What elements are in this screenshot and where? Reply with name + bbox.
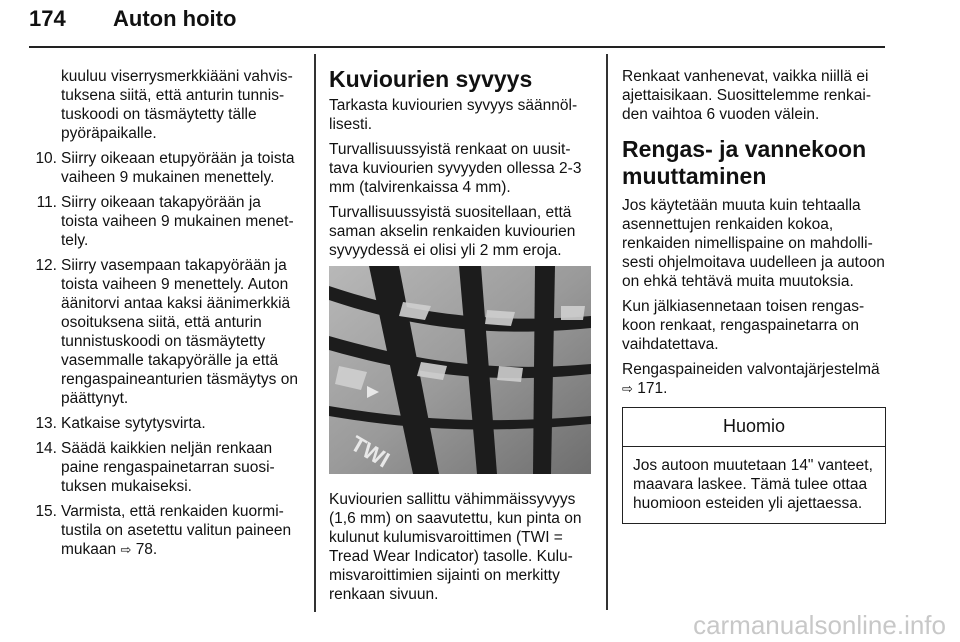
column-divider-1	[314, 54, 316, 612]
watermark: carmanualsonline.info	[693, 610, 946, 640]
paragraph: Kun jälkiasennetaan toisen rengaskoon renkaat, rengaspainetarra on vaihdatettava.	[622, 298, 865, 353]
note-title: Huomio	[623, 408, 885, 447]
column-2	[329, 66, 593, 610]
twi-label: TWI	[346, 430, 394, 473]
paragraph: Rengaspaineiden valvontajärjestelmä ⇨ 171.	[622, 361, 880, 397]
step-10: 10. Siirry oikeaan etupyörään ja toista vaiheen 9 mukainen menettely.	[35, 150, 295, 186]
paragraph: Jos käytetään muuta kuin tehtaalla asennettujen renkaiden kokoa, renkaiden nimellispaine on mahdollisesti ohjelmoitava uudelleen ja autoon on ehkä tehtävä muita muutoksia.	[622, 197, 885, 290]
step-14: 14. Säädä kaikkien neljän renkaan paine rengaspainetarran suosituksen mukaiseksi.	[35, 440, 275, 495]
section-heading-tread-depth: Kuviourien syvyys	[329, 66, 533, 92]
step-13: 13. Katkaise sytytysvirta.	[35, 415, 206, 432]
tyre-tread-illustration	[329, 266, 591, 474]
page-reference[interactable]: 171.	[637, 380, 668, 397]
page-number: 174	[29, 6, 66, 31]
page-title: Auton hoito	[113, 6, 237, 31]
paragraph: Tarkasta kuviourien syvyys säännöllisesti.	[329, 97, 578, 133]
reference-arrow-icon[interactable]: ⇨	[120, 543, 132, 558]
note-box	[622, 407, 886, 524]
paragraph: Turvallisuussyistä suositellaan, että saman akselin renkaiden kuviourien syvyydessä ei olisi yli 2 mm eroja.	[329, 204, 576, 259]
column-divider-2	[606, 54, 608, 610]
paragraph: Renkaat vanhenevat, vaikka niillä ei ajettaisikaan. Suosittelemme renkaiden vaihtoa 6 vuoden välein.	[622, 68, 871, 123]
image-caption: Kuviourien sallittu vähimmäissyvyys (1,6 mm) on saavutettu, kun pinta on kulunut kulumisvaroittimen (TWI = Tread Wear Indicator) tasolle. Kulumisvaroittimien sijainti on merkitty renkaan sivuun.	[329, 491, 582, 603]
column-3	[622, 67, 886, 524]
reference-arrow-icon[interactable]: ⇨	[622, 382, 633, 397]
note-body: Jos autoon muutetaan 14" vanteet, maavara laskee. Tämä tulee ottaa huomioon esteiden yli ajettaessa.	[633, 457, 873, 512]
step-12: 12. Siirry vasempaan takapyörään ja toista vaiheen 9 menettely. Auton äänitorvi antaa kaksi äänimerkkiä osoituksena siitä, että anturin tunnistuskoodi on täsmäytetty vasemmalle takapyörälle ja että rengaspaineanturien täsmäytys on päättynyt.	[35, 257, 298, 407]
page-reference[interactable]: 78.	[135, 541, 158, 558]
step-15: 15. Varmista, että renkaiden kuormitustila on asetettu valitun paineen mukaan ⇨ 78.	[35, 503, 292, 558]
header-rule	[29, 46, 885, 48]
column-1	[29, 67, 301, 566]
section-heading-size-change: Rengas- ja vannekoon muuttaminen	[622, 136, 867, 189]
step-11: 11. Siirry oikeaan takapyörään ja toista vaiheen 9 mukainen menettely.	[36, 194, 294, 249]
page-header	[29, 6, 889, 46]
paragraph: Turvallisuussyistä renkaat on uusittava kuviourien syvyyden ollessa 2-3 mm (talvirenkaissa 4 mm).	[329, 141, 582, 196]
steps-list	[29, 149, 301, 560]
step-9-continuation: kuuluu viserrysmerkkiääni vahvistuksena siitä, että anturin tunnistuskoodi on täsmäytetty tälle pyöräpaikalle.	[61, 68, 293, 142]
